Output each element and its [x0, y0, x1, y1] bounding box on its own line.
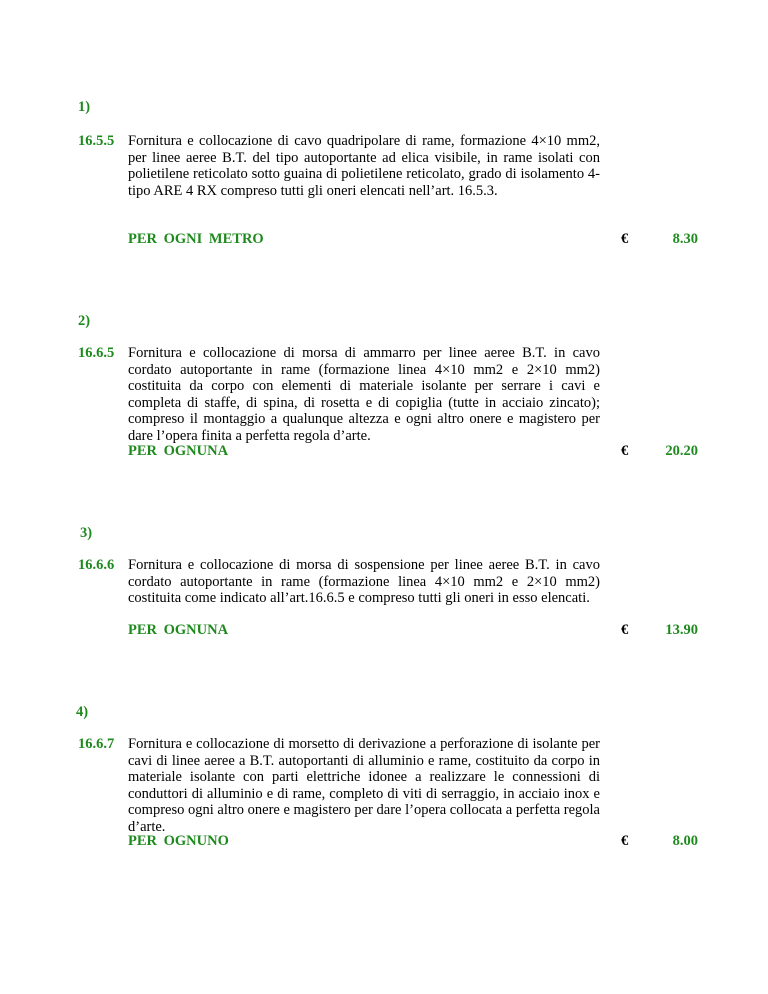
item-unit: PER OGNUNA [128, 622, 229, 638]
item-code: 16.6.7 [78, 736, 115, 752]
currency-symbol: € [621, 231, 629, 247]
item-unit: PER OGNI METRO [128, 231, 264, 247]
item-number: 2) [78, 313, 91, 329]
currency-symbol: € [621, 833, 629, 849]
currency-symbol: € [621, 443, 629, 459]
item-price: 8.30 [672, 231, 698, 247]
item-description: Fornitura e collocazione di morsa di ammarro per linee aeree B.T. in cavo cordato autoportante in rame (formazione linea 4×10 mm2 e 2×10 mm2) costituita da corpo con elementi di materiale isolante per serrare i cavi e completa di staffe, di spina, di rosetta e di copiglia (tutte in acciaio zincato); compreso il montaggio a qualunque altezza e ogni altro onere e magistero per dare l’opera finita a perfetta regola d’arte. [128, 345, 600, 444]
currency-symbol: € [621, 622, 629, 638]
item-description: Fornitura e collocazione di cavo quadripolare di rame, formazione 4×10 mm2, per linee aeree B.T. del tipo autoportante ad elica visibile, in rame isolati con polietilene reticolato sotto guaina di polietilene reticolato, grado di isolamento 4-tipo ARE 4 RX compreso tutti gli oneri elencati nell’art. 16.5.3. [128, 133, 600, 199]
item-code: 16.5.5 [78, 133, 115, 149]
item-price: 8.00 [672, 833, 698, 849]
item-code: 16.6.6 [78, 557, 115, 573]
item-unit: PER OGNUNO [128, 833, 229, 849]
item-price: 13.90 [665, 622, 698, 638]
item-code: 16.6.5 [78, 345, 115, 361]
item-unit: PER OGNUNA [128, 443, 229, 459]
item-number: 3) [80, 525, 93, 541]
item-price: 20.20 [665, 443, 698, 459]
item-description: Fornitura e collocazione di morsa di sospensione per linee aeree B.T. in cavo cordato autoportante in rame (formazione linea 4×10 mm2 e 2×10 mm2) costituita come indicato all’art.16.6.5 e compreso tutti gli oneri in esso elencati. [128, 557, 600, 606]
item-number: 1) [78, 99, 91, 115]
item-number: 4) [76, 704, 89, 720]
item-description: Fornitura e collocazione di morsetto di derivazione a perforazione di isolante per cavi di linee aeree a B.T. autoportanti di alluminio e rame, costituito da corpo in materiale isolante con parti elettriche idonee a realizzare le connessioni di conduttori di alluminio e di rame, completo di viti di serraggio, in acciaio inox e compreso ogni altro onere e magistero per dare l’opera collocata a perfetta regola d’arte. [128, 736, 600, 835]
